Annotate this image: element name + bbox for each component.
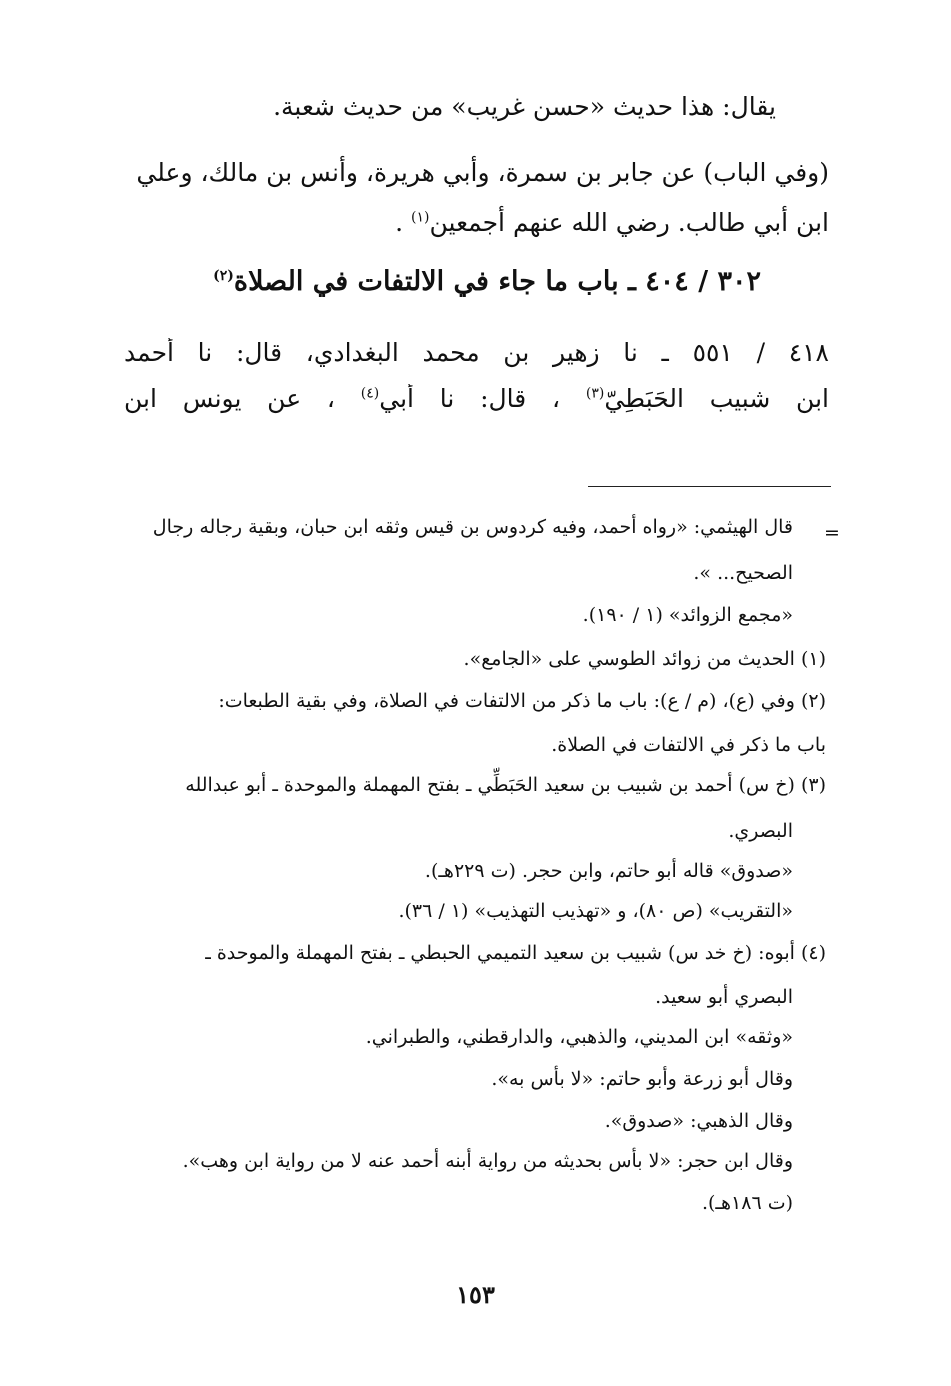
footnote-4-line-4: وقال أبو زرعة وأبو حاتم: «لا بأس به». — [491, 1068, 793, 1090]
footnote-4-line-7: (ت ١٨٦هـ). — [701, 1192, 793, 1214]
footnote-3-line-1: (٣) (خ س) أحمد بن شبيب بن سعيد الحَبَطِّي ـ بفتح المهملة والموحدة ـ أبو عبدالله — [185, 774, 826, 796]
text-line-5: ٤١٨ / ٥٥١ ـ نا زهير بن محمد البغدادي، قال: نا أحمد — [124, 338, 829, 367]
text-line-2: (وفي الباب) عن جابر بن سمرة، وأبي هريرة، وأنس بن مالك، وعلي — [136, 158, 829, 187]
page-number: ١٥٣ — [456, 1280, 495, 1309]
footnote-4-line-3: «وثقه» ابن المديني، والذهبي، والدارقطني، والطبراني. — [365, 1026, 793, 1048]
footnote-2-line-1: (٢) وفي (ع)، (م / ع): باب ما ذكر من الالتفات في الصلاة، وفي بقية الطبعات: — [218, 690, 826, 712]
text-line-3-end: . — [395, 208, 404, 237]
text-line-1: يقال: هذا حديث «حسن غريب» من حديث شعبة. — [273, 92, 776, 121]
footnote-4-line-2: البصري أبو سعيد. — [655, 986, 793, 1008]
text-line-3-body: ابن أبي طالب. رضي الله عنهم أجمعين — [429, 208, 829, 237]
footnote-continuation-line-3: «مجمع الزوائد» (١ / ١٩٠). — [582, 604, 793, 626]
footnote-ref-3: (٣) — [585, 385, 605, 402]
footnote-1: (١) الحديث من زوائد الطوسي على «الجامع». — [463, 648, 826, 670]
footnote-ref-2: (٢) — [213, 268, 234, 284]
footnote-3-line-2: البصري. — [728, 820, 793, 842]
footnote-ref-4: (٤) — [360, 385, 380, 402]
footnote-3-line-4: «التقريب» (ص ٨٠)، و «تهذيب التهذيب» (١ / ٣٦). — [398, 900, 793, 922]
footnote-4-line-5: وقال الذهبي: «صدوق». — [604, 1110, 793, 1132]
footnote-ref-1: (١) — [411, 209, 430, 226]
footnote-continuation-line-2: الصحيح... ». — [693, 562, 793, 584]
text-line-6 — [124, 384, 829, 424]
footnote-separator — [588, 486, 831, 487]
text-line-3 — [395, 208, 829, 237]
text-line-6-part-b: ، قال: نا أبي — [379, 384, 561, 413]
text-line-6-part-a: ابن شبيب الحَبَطِيّ — [604, 384, 829, 413]
footnote-continuation-marker: = — [824, 522, 840, 544]
footnote-continuation-line-1: قال الهيثمي: «رواه أحمد، وفيه كردوس بن قيس وثقه ابن حبان، وبقية رجاله رجال — [152, 516, 793, 538]
footnote-4-line-6: وقال ابن حجر: «لا بأس بحديثه من رواية أبنه أحمد عنه لا من رواية ابن وهب». — [182, 1150, 793, 1172]
text-line-6-part-c: ، عن يونس ابن — [124, 384, 335, 413]
chapter-heading — [213, 266, 761, 297]
footnote-4-line-1: (٤) أبوه: (خ خد س) شبيب بن سعيد التميمي الحبطي ـ بفتح المهملة والموحدة ـ — [205, 942, 826, 964]
footnote-2-line-2: باب ما ذكر في الالتفات في الصلاة. — [551, 734, 826, 756]
footnote-3-line-3: «صدوق» قاله أبو حاتم، وابن حجر. (ت ٢٢٩هـ). — [424, 860, 793, 882]
chapter-heading-text: ٣٠٢ / ٤٠٤ ـ باب ما جاء في الالتفات في الصلاة — [233, 266, 761, 297]
